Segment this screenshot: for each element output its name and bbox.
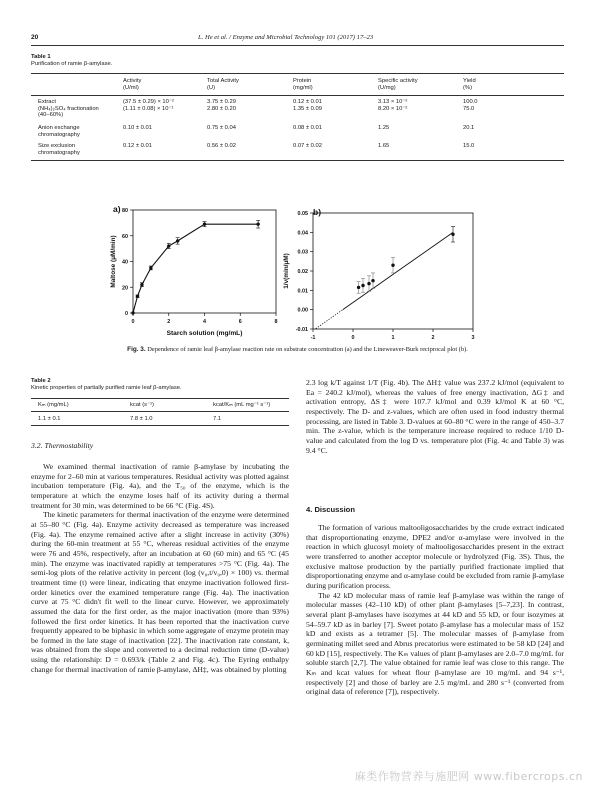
table-row: Anion exchange chromatography bbox=[38, 125, 80, 138]
running-header: L. He et al. / Enzyme and Microbial Technology 101 (2017) 17–23 bbox=[198, 34, 374, 41]
paragraph: We examined thermal inactivation of ramie β-amylase by incubating the enzyme for 2–60 min at various temperatures. Residual activity was plotted against incubation temperature (Fig. 4a), and the T₅₀ of the enzyme, which is the temperature at which the enzyme loses half of its activity during a thermal treatment for 30 min, was determined to be 66 °C (Fig. 4S). bbox=[31, 462, 289, 510]
paragraph: The 42 kD molecular mass of ramie leaf β-amylase was within the range of molecular masses (42–110 kD) of other plant β-amylases [5–7,23]. In contrast, several plant β-amylases have isozymes at 44 kD and 55 kD, or four isozymes at 54–59.7 kD as in barley [7]. Sweet potato β-amylase has a molecular mass of 152 kD and exists as a tetramer [5]. The molecular masses of β-amylase from germinating millet seed and Abrus precatorius were estimated to be 58 kD [24] and 60 kD [15], respectively. The Kₘ values of plant β-amylases are 2.0–7.0 mg/mL for soluble starch [2,7]. The value obtained for ramie leaf was close to this range. The Kₘ and kcat values for wheat flour β-amylase are 10 mg/mL and 94 s⁻¹, respectively [2] and those of barley are 2.5 mg/mL and 280 s⁻¹ (converted from original data of reference [7]), respectively. bbox=[306, 590, 564, 697]
table-cell: 0.10 ± 0.01 bbox=[123, 125, 152, 131]
chart-panel-b bbox=[283, 207, 475, 340]
table-cell: 3.13 × 10⁻² 8.20 × 10⁻² bbox=[378, 99, 408, 112]
right-column-text bbox=[306, 378, 564, 455]
y-tick-label: 0.01 bbox=[297, 288, 308, 295]
fit-line bbox=[343, 232, 453, 309]
data-point bbox=[357, 286, 360, 289]
table1-header-specific: Specific activity (U/mg) bbox=[378, 78, 418, 91]
data-point bbox=[361, 284, 364, 287]
table-cell: (37.5 ± 0.29) × 10⁻² (1.11 ± 0.08) × 10⁻¹ bbox=[123, 99, 174, 112]
table-row: Size exclusion chromatography bbox=[38, 143, 80, 156]
figure3-label: Fig. 3. bbox=[127, 346, 146, 353]
y-tick-label: -0.01 bbox=[295, 327, 308, 333]
y-axis-label: Maltose (μM/min) bbox=[110, 235, 117, 288]
y-tick-label: 60 bbox=[122, 233, 128, 240]
table-cell: 100.0 75.0 bbox=[463, 99, 478, 112]
x-tick-label: 6 bbox=[238, 319, 242, 325]
y-tick-label: 0.03 bbox=[297, 249, 308, 256]
y-tick-label: 20 bbox=[122, 285, 128, 292]
paragraph: The formation of various maltooligosaccharides by the crude extract indicated that disproportionating enzyme, DPE2 and/or α-amylase were involved in the reaction in which glucosyl moiety of maltooligosaccharides present in the extract were transferred to another acceptor molecule or hydrolyzed (Fig. 3S). Thus, the exclusive maltose production by the partially purified fractionate implied that disproportionating enzyme and α-amylase could be excluded from ramie β-amylase during purification process. bbox=[306, 523, 564, 590]
y-tick-label: 0.04 bbox=[297, 230, 308, 237]
table1-label: Table 1 bbox=[31, 54, 51, 60]
table-cell: 7.1 bbox=[213, 416, 222, 422]
paragraph: The kinetic parameters for thermal inactivation of the enzyme were determined at 55–80 °C (Fig. 4a). Enzyme activity decreased as temperature was increased (Fig. 4a). The enzyme remained active after a slight increase in activity (30%) during the 60-min treatment at 55 °C, whereas residual activities of the enzyme were 76 and 45%, respectively, after an incubation at 60 (60 min) and 65 °C (45 min). The enzyme was inactivated rapidly at temperatures >75 °C (Fig. 4a). The semi-log plots of the relative activity in percent (log (v₀,t/v₀,0) × 100) vs. thermal treatment time (t) were linear, indicating that enzyme inactivation followed first-order kinetics over the examined temperature range (Fig. 4a). The inactivation curve at 75 °C didn't fit well to the linear curve. However, we approximately assumed the data for the first order, as the major inactivation (more than 93%) followed the first order kinetics. It has been reported that the inactivation curve frequently appeared to be biphasic in which some aggregate of enzyme protein may be formed in the late stage of inactivation [22]. The inactivation rate constant, k, was obtained from the slope and converted to a decimal reduction time (D-value) using the relationship: D = 0.693/k (Table 2 and Fig. 4c). The Eyring enthalpy change for thermal inactivation of ramie β-amylase, ΔH‡, was obtained by plotting bbox=[31, 510, 289, 674]
left-column-text bbox=[31, 462, 289, 674]
x-tick-label: 3 bbox=[471, 335, 475, 340]
table-cell: 0.12 ± 0.01 1.35 ± 0.09 bbox=[293, 99, 322, 112]
x-tick-label: 8 bbox=[274, 319, 278, 325]
y-tick-label: 0.00 bbox=[297, 307, 308, 314]
panel-label: a) bbox=[113, 204, 121, 214]
table2-header-kcat-km: kcat/Kₘ (mL mg⁻¹ s⁻¹) bbox=[213, 402, 271, 408]
table2-header-kcat: kcat (s⁻¹) bbox=[130, 402, 154, 408]
x-tick-label: -1 bbox=[310, 335, 316, 340]
table-cell: 7.8 ± 1.0 bbox=[130, 416, 153, 422]
table-cell: 1.65 bbox=[378, 143, 390, 149]
table-cell: 0.56 ± 0.02 bbox=[207, 143, 236, 149]
table-cell: 0.08 ± 0.01 bbox=[293, 125, 322, 131]
discussion-text bbox=[306, 523, 564, 697]
y-axis-label: 1/v(min/μM) bbox=[283, 253, 290, 289]
y-tick-label: 0.02 bbox=[297, 269, 308, 275]
table2-bottom-rule bbox=[31, 425, 289, 426]
figure3-caption-text: Dependence of ramie leaf β-amylase reaction rate on substrate concentration (a) and the Lineweaver-Burk reciprocal plot (b). bbox=[147, 346, 468, 353]
panel-label: b) bbox=[313, 207, 322, 217]
table-cell: 1.25 bbox=[378, 125, 390, 131]
table-cell: 1.1 ± 0.1 bbox=[38, 416, 61, 422]
table1-header-yield: Yield (%) bbox=[463, 78, 476, 91]
data-point bbox=[391, 264, 394, 267]
table-cell: 0.07 ± 0.02 bbox=[293, 143, 322, 149]
table2-header-km: Kₘ (mg/mL) bbox=[38, 402, 69, 408]
section-heading-discussion: 4. Discussion bbox=[306, 505, 355, 514]
section-heading-thermostability: 3.2. Thermostability bbox=[31, 441, 94, 450]
page-number: 20 bbox=[31, 34, 39, 41]
y-tick-label: 0.05 bbox=[297, 211, 308, 217]
x-tick-label: 4 bbox=[203, 319, 206, 325]
table-cell: 0.12 ± 0.01 bbox=[123, 143, 152, 149]
table2 bbox=[0, 0, 300, 430]
x-tick-label: 1 bbox=[391, 335, 395, 340]
data-point bbox=[451, 233, 454, 236]
table-cell: 0.75 ± 0.04 bbox=[207, 125, 236, 131]
table1-header-protein: Protein (mg/ml) bbox=[293, 78, 313, 91]
fit-line-extrapolated bbox=[316, 310, 343, 329]
x-tick-label: 2 bbox=[167, 319, 171, 325]
y-tick-label: 40 bbox=[122, 259, 128, 266]
table1-header-activity: Activity (U/ml) bbox=[123, 78, 142, 91]
y-tick-label: 80 bbox=[122, 208, 128, 214]
x-tick-label: 2 bbox=[431, 335, 435, 340]
table1-header-total: Total Activity (U) bbox=[207, 78, 239, 91]
x-tick-label: 0 bbox=[351, 335, 355, 340]
table2-label: Table 2 bbox=[31, 378, 51, 384]
table2-header-rule bbox=[31, 411, 289, 412]
table2-title: Kinetic properties of partially purified ramie leaf β-amylase. bbox=[31, 385, 182, 392]
watermark: 麻类作物营养与施肥网 www.fibercrops.cn bbox=[354, 770, 583, 783]
x-axis-label: Starch solution (mg/mL) bbox=[166, 330, 243, 337]
paragraph: 2.3 log k/T against 1/T (Fig. 4b). The ΔH‡ value was 237.2 kJ/mol (equivalent to Ea = 240.2 kJ/mol), whereas the values of free energy inactivation, ΔG‡ and activation entropy, ΔS‡ were 107.7 kJ/mol and 0.39 kJ/mol K at 60 °C, respectively. The D- and z-values, which are often used in food industry thermal processing, are listed in Table 3. D-values at 60–80 °C were in the range of 450–3.7 min. The z-value, which is the temperature increase required to reduce 1/10 D-value and calculated from the log D vs. temperature plot (Fig. 4c and Table 3) was 9.4 °C. bbox=[306, 378, 564, 455]
table-cell: 15.0 bbox=[463, 143, 475, 149]
x-tick-label: 0 bbox=[131, 319, 135, 325]
data-point bbox=[371, 279, 374, 282]
table-cell: 20.1 bbox=[463, 125, 475, 131]
y-tick-label: 0 bbox=[125, 311, 128, 317]
table-cell: 3.75 ± 0.29 2.80 ± 0.20 bbox=[207, 99, 236, 112]
data-point bbox=[367, 282, 370, 285]
table1-title: Purification of ramie β-amylase. bbox=[31, 61, 113, 68]
table-row: Extract (NH₄)₂SO₄ fractionation (40–60%) bbox=[38, 99, 99, 119]
